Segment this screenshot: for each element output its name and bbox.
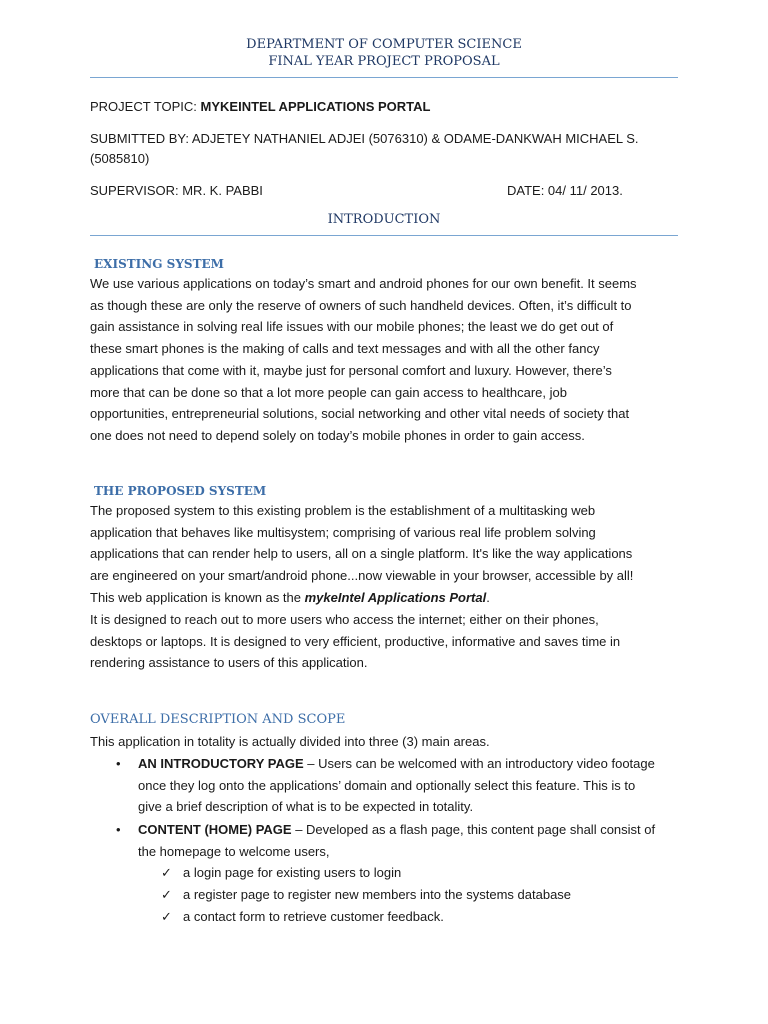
paragraph-line: gain assistance in solving real life issues with our mobile phones; the least we do get out of <box>90 319 614 335</box>
proposal-title: FINAL YEAR PROJECT PROPOSAL <box>268 54 500 69</box>
item-title: AN INTRODUCTORY PAGE <box>138 756 304 771</box>
check-item: a login page for existing users to login <box>183 865 402 880</box>
checkmark-icon: ✓ <box>161 909 172 924</box>
item-line: the homepage to welcome users, <box>138 843 330 859</box>
paragraph-line: one does not need to depend solely on today’s mobile phones in order to gain access. <box>90 427 585 443</box>
paragraph-line: opportunities, entrepreneurial solutions, social networking and other vital needs of society that <box>90 406 630 422</box>
item-text: – Developed as a flash page, this content page shall consist of <box>291 822 656 837</box>
submitted-by-line2: (5085810) <box>90 151 150 166</box>
existing-system-heading: EXISTING SYSTEM <box>94 257 224 271</box>
item-title: CONTENT (HOME) PAGE <box>138 822 292 837</box>
introduction-heading: INTRODUCTION <box>327 212 441 227</box>
paragraph-line: these smart phones is the making of calls and text messages and with all the other fancy <box>90 341 600 357</box>
paragraph-line: desktops or laptops. It is designed to very efficient, productive, informative and saves time in <box>90 633 621 649</box>
submitted-by-line1: SUBMITTED BY: ADJETEY NATHANIEL ADJEI (5076310) & ODAME-DANKWAH MICHAEL S. <box>90 131 639 146</box>
department-title: DEPARTMENT OF COMPUTER SCIENCE <box>246 37 522 52</box>
existing-system-paragraph <box>90 273 682 447</box>
paragraph-line: as though these are only the reserve of owners of such handheld devices. Often, it’s difficult to <box>90 297 632 313</box>
topic-value: MYKEINTEL APPLICATIONS PORTAL <box>200 99 431 114</box>
item-line: give a brief description of what is to be expected in totality. <box>138 799 474 815</box>
project-topic <box>90 96 430 118</box>
paragraph-line: We use various applications on today’s smart and android phones for our own benefit. It seems <box>90 276 637 291</box>
known-suffix: . <box>486 590 490 605</box>
header-divider <box>90 77 678 78</box>
paragraph-line: applications that come with it, maybe just for personal comfort and luxury. However, there’s <box>90 362 612 378</box>
proposed-system-paragraph <box>90 500 682 587</box>
topic-label: PROJECT TOPIC: <box>90 99 197 114</box>
check-item: a register page to register new members into the systems database <box>183 887 572 902</box>
bullet-item-content-page <box>138 819 698 862</box>
proposed-system-heading: THE PROPOSED SYSTEM <box>94 484 267 498</box>
paragraph-line: It is designed to reach out to more users who access the internet; either on their phones, <box>90 612 599 627</box>
overall-intro: This application in totality is actually divided into three (3) main areas. <box>90 734 490 749</box>
paragraph-line: The proposed system to this existing problem is the establishment of a multitasking web <box>90 503 596 518</box>
portal-name: mykeIntel Applications Portal <box>304 590 487 605</box>
paragraph-line: more that can be done so that a lot more people can gain access to healthcare, job <box>90 384 567 400</box>
bullet-item-introductory-page <box>138 753 698 818</box>
paragraph-line: are engineered on your smart/android phone...now viewable in your browser, accessible by all! <box>90 568 634 584</box>
item-text: – Users can be welcomed with an introductory video footage <box>303 756 655 771</box>
paragraph-line: application that behaves like multisystem; comprising of various real life problem solving <box>90 524 596 540</box>
bullet-marker: • <box>116 756 121 771</box>
proposed-known-as <box>90 587 682 609</box>
known-prefix: This web application is known as the <box>90 590 305 605</box>
bullet-marker: • <box>116 822 121 837</box>
checkmark-icon: ✓ <box>161 865 172 880</box>
item-line: once they log onto the applications’ domain and optionally select this feature. This is to <box>138 777 636 793</box>
paragraph-line: applications that can render help to users, all on a single platform. It's like the way applications <box>90 546 633 562</box>
check-item: a contact form to retrieve customer feedback. <box>183 909 444 924</box>
proposal-date: DATE: 04/ 11/ 2013. <box>507 183 623 198</box>
checkmark-icon: ✓ <box>161 887 172 902</box>
introduction-divider <box>90 235 678 236</box>
paragraph-line: rendering assistance to users of this application. <box>90 655 368 671</box>
supervisor: SUPERVISOR: MR. K. PABBI <box>90 183 263 198</box>
proposed-system-paragraph-2 <box>90 609 682 674</box>
overall-description-heading: OVERALL DESCRIPTION AND SCOPE <box>90 712 346 727</box>
